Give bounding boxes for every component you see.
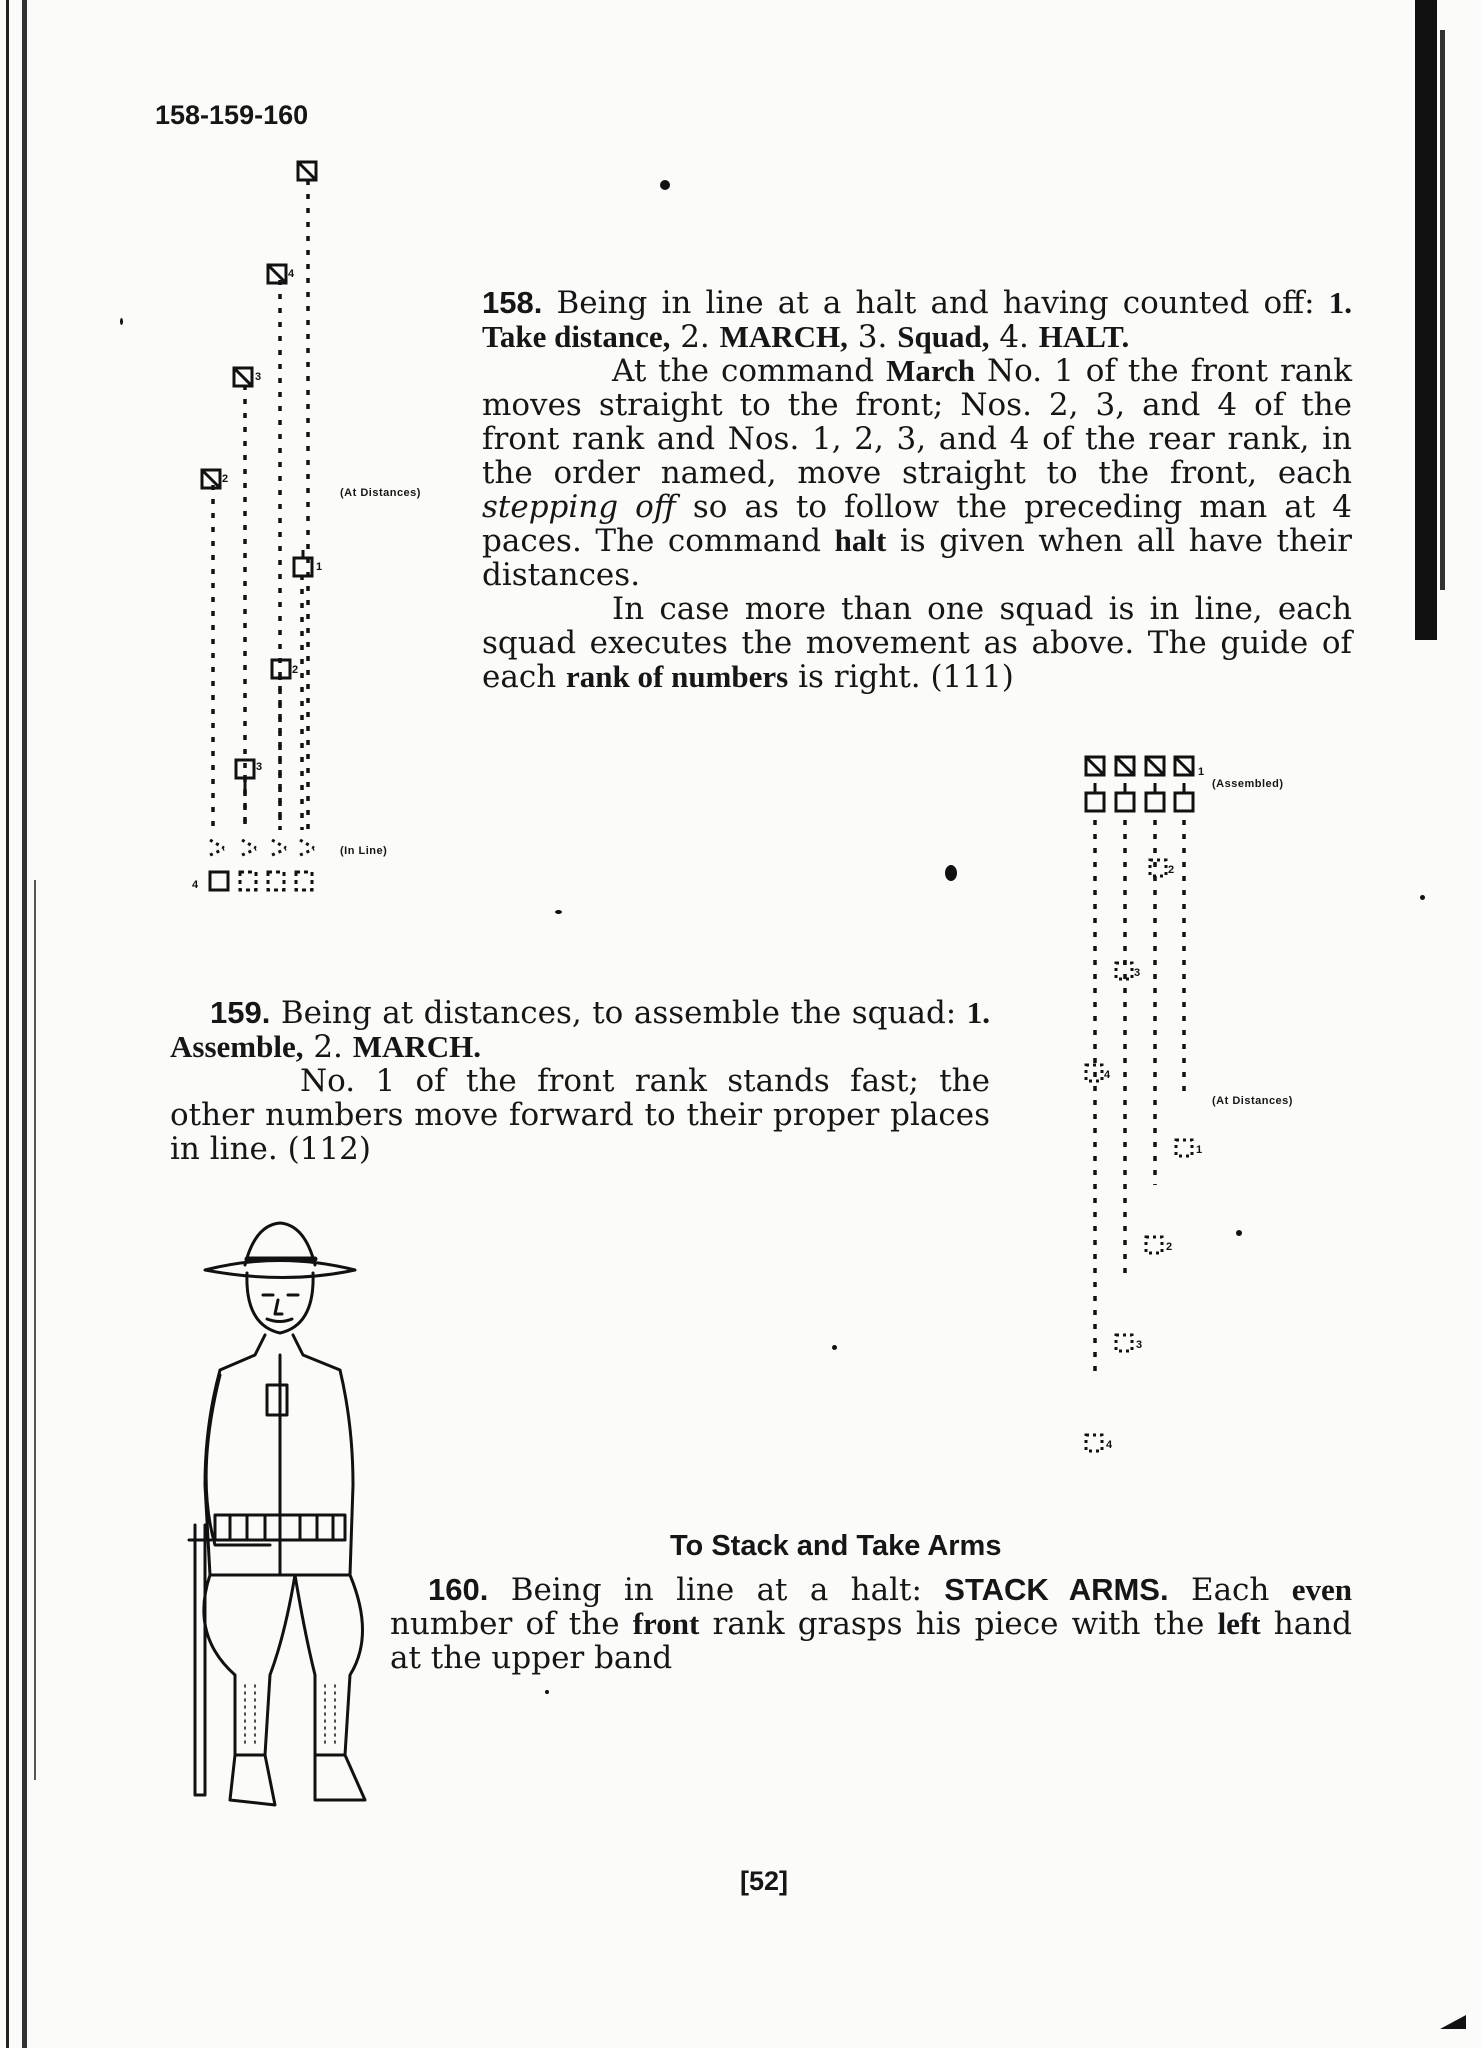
p159-first-line: 159. Being at distances, to assemble the squad: 1. Assemble, 2. MARCH. bbox=[170, 995, 991, 1065]
rifle bbox=[189, 1525, 211, 1795]
head bbox=[247, 1273, 313, 1333]
section-range-header: 158-159-160 bbox=[155, 100, 309, 130]
scan-speck bbox=[555, 910, 562, 914]
scan-speck bbox=[545, 1690, 549, 1694]
diag1-number-1: 1 bbox=[316, 561, 323, 573]
diag1-number-4: 4 bbox=[288, 268, 295, 280]
scan-speck bbox=[945, 865, 957, 881]
distance-pos-r1 bbox=[1176, 1140, 1192, 1156]
scan-speck bbox=[120, 318, 123, 325]
man-square-inline-2 bbox=[268, 872, 284, 890]
p158-guide: In case more than one squad is in line, each squad executes the movement as above. The guide of each rank of numbers is right. (111) bbox=[482, 591, 1352, 695]
left-page-edge bbox=[6, 0, 9, 2048]
distance-pos-r3 bbox=[1116, 1335, 1132, 1351]
soldier-illustration bbox=[175, 1215, 385, 1815]
diag2-number-2: 2 bbox=[1168, 864, 1175, 876]
corner-mark bbox=[1440, 2015, 1466, 2029]
scan-speck bbox=[832, 1345, 837, 1350]
binding-shadow-inner bbox=[34, 880, 36, 1780]
p158-cmd-3: 3. Squad, bbox=[857, 319, 990, 355]
distance-pos-r4 bbox=[1086, 1435, 1102, 1451]
diag1-number-2b: 2 bbox=[292, 664, 299, 676]
p158-number: 158. bbox=[482, 285, 543, 320]
paragraph-159 bbox=[170, 996, 990, 1166]
diag2-number-3b: 3 bbox=[1136, 1339, 1143, 1351]
p160-text: 160. Being in line at a halt: STACK ARMS. Each even number of the front rank grasps his piece with the left hand at the upper band bbox=[390, 1572, 1353, 1676]
diag2-number-1: 1 bbox=[1198, 766, 1205, 778]
diag2-number-4b: 4 bbox=[1106, 1439, 1113, 1451]
distance-pos-2 bbox=[1150, 860, 1166, 876]
p158-cmd-2: 2. MARCH, bbox=[680, 319, 848, 355]
heading-stack-arms: To Stack and Take Arms bbox=[670, 1530, 1002, 1562]
diag1-number-3: 3 bbox=[255, 371, 262, 383]
man-square-inline-1 bbox=[296, 872, 312, 890]
assembled-rear-1 bbox=[1175, 793, 1193, 811]
man-square-inline-4 bbox=[210, 872, 228, 890]
campaign-hat bbox=[205, 1261, 355, 1278]
diagram-assemble bbox=[1050, 745, 1290, 1485]
assembled-rear-2 bbox=[1146, 793, 1164, 811]
diag2-label-at-distances: (At Distances) bbox=[1212, 1095, 1293, 1107]
assembled-rear-3 bbox=[1116, 793, 1134, 811]
diag2-number-4: 4 bbox=[1104, 1069, 1111, 1081]
p158-intro: Being in line at a halt and having counted off: bbox=[556, 285, 1315, 321]
boots bbox=[230, 1755, 365, 1805]
diag1-number-2: 2 bbox=[222, 473, 229, 485]
scan-speck bbox=[660, 180, 670, 190]
p158-body: At the command March No. 1 of the front rank moves straight to the front; Nos. 2, 3, and 4 of the front rank and Nos. 1, 2, 3, and 4 of the rear rank, in the order named, move straight to the front, each stepping off so as to follow the preceding man at 4 paces. The command halt is given when all have their distances. bbox=[482, 353, 1352, 593]
right-edge-shadow-thin bbox=[1440, 30, 1445, 590]
distance-pos-r2 bbox=[1146, 1237, 1162, 1253]
breeches bbox=[204, 1575, 363, 1755]
diag1-label-at-distances: (At Distances) bbox=[340, 487, 421, 499]
diag2-number-2b: 2 bbox=[1166, 1241, 1173, 1253]
diag1-number-3b: 3 bbox=[256, 761, 263, 773]
paragraph-158 bbox=[482, 286, 1352, 694]
right-edge-shadow bbox=[1415, 0, 1437, 640]
diag2-number-1b: 1 bbox=[1196, 1144, 1203, 1156]
p158-cmd-1: 1. Take distance, bbox=[482, 285, 1353, 354]
man-square-inline-3 bbox=[240, 872, 256, 890]
diagram-take-distance bbox=[180, 150, 500, 910]
paragraph-160 bbox=[390, 1573, 1352, 1675]
assembled-rear-4 bbox=[1086, 793, 1104, 811]
binding-shadow bbox=[22, 0, 27, 2048]
diag1-number-4b: 4 bbox=[192, 879, 199, 891]
scan-speck bbox=[1420, 895, 1425, 900]
page-number: [52] bbox=[740, 1866, 789, 1896]
scan-speck bbox=[1236, 1230, 1242, 1236]
diag2-label-assembled: (Assembled) bbox=[1212, 778, 1284, 790]
diag2-number-3: 3 bbox=[1134, 967, 1141, 979]
p159-body: No. 1 of the front rank stands fast; the other numbers move forward to their proper places in line. (112) bbox=[170, 1063, 990, 1167]
p158-cmd-4: 4. HALT. bbox=[999, 319, 1130, 355]
diag1-label-in-line: (In Line) bbox=[340, 845, 388, 857]
dashed-rank-marks bbox=[210, 840, 314, 855]
